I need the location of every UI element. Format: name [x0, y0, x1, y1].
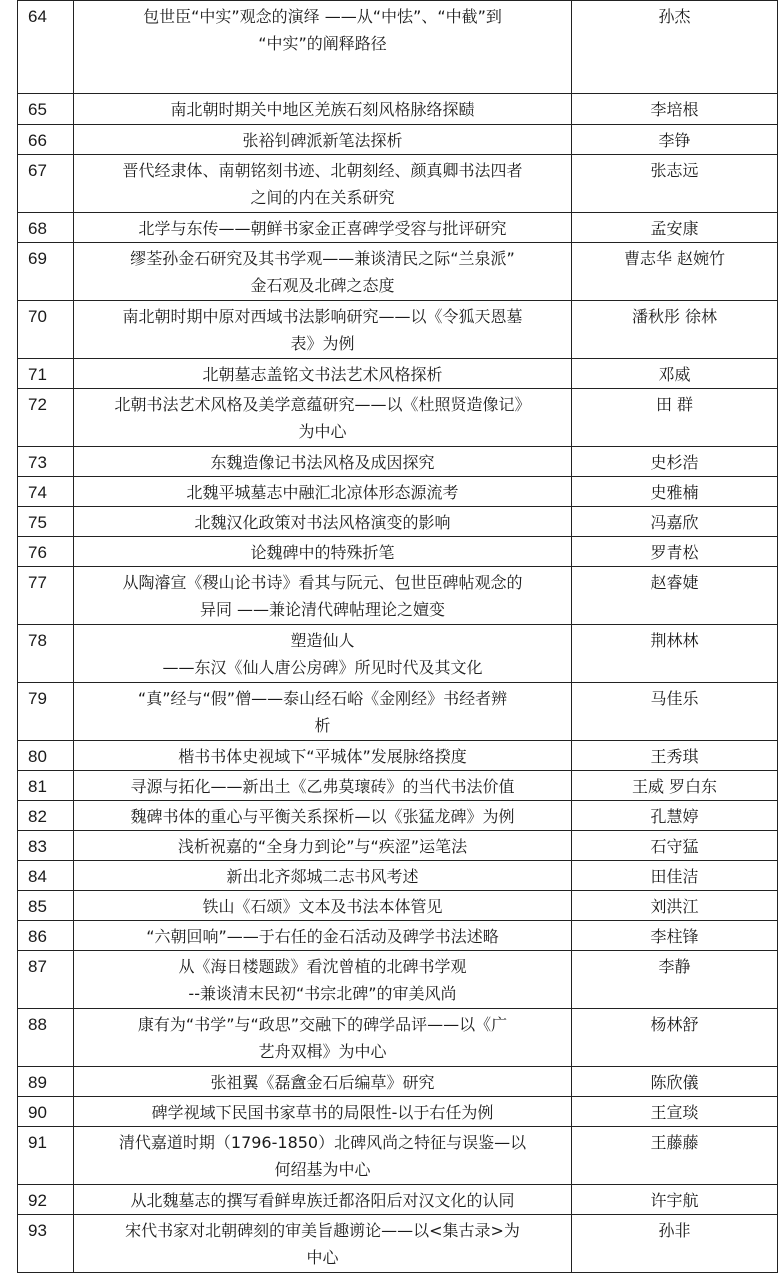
paper-title: 铁山《石颂》文本及书法本体管见 — [202, 897, 443, 916]
row-number: 74 — [18, 477, 74, 507]
row-number: 66 — [18, 125, 74, 155]
paper-title-cell — [74, 1, 572, 94]
author-name: 杨林舒 — [572, 1009, 778, 1067]
row-number: 77 — [18, 567, 74, 625]
row-number: 80 — [18, 741, 74, 771]
paper-title: 寻源与拓化——新出土《乙弗莫瓌砖》的当代书法价值 — [130, 777, 515, 796]
table-row — [18, 801, 778, 831]
paper-title: 包世臣“中实”观念的演绎 ——从“中怯”、“中截”到 “中实”的阐释路径 — [143, 7, 502, 53]
author-name: 潘秋彤 徐林 — [572, 301, 778, 359]
author-name: 石守猛 — [572, 831, 778, 861]
paper-title: 张祖翼《磊盦金石后编草》研究 — [210, 1073, 435, 1092]
paper-title: 从陶濬宣《稷山论书诗》看其与阮元、包世臣碑帖观念的 异同 ——兼论清代碑帖理论之嬗变 — [122, 573, 523, 619]
row-number: 81 — [18, 771, 74, 801]
paper-title: 北朝墓志盖铭文书法艺术风格探析 — [202, 365, 443, 384]
author-name: 赵睿婕 — [572, 567, 778, 625]
table-row — [18, 213, 778, 243]
table-row — [18, 125, 778, 155]
table-row — [18, 831, 778, 861]
paper-title-cell — [74, 771, 572, 801]
table-row — [18, 861, 778, 891]
author-name: 李铮 — [572, 125, 778, 155]
paper-title: 塑造仙人 ——东汉《仙人唐公房碑》所见时代及其文化 — [162, 631, 483, 677]
row-number: 78 — [18, 625, 74, 683]
paper-title-cell — [74, 683, 572, 741]
row-number: 79 — [18, 683, 74, 741]
row-number: 85 — [18, 891, 74, 921]
author-name: 孙杰 — [572, 1, 778, 94]
paper-title: 张裕钊碑派新笔法探析 — [242, 131, 403, 150]
paper-title-cell — [74, 213, 572, 243]
row-number: 84 — [18, 861, 74, 891]
row-number: 68 — [18, 213, 74, 243]
paper-title: “六朝回响”——于右任的金石活动及碑学书法述略 — [146, 927, 499, 946]
paper-list-page — [17, 0, 777, 1273]
row-number: 71 — [18, 359, 74, 389]
paper-title: 东魏造像记书法风格及成因探究 — [210, 453, 435, 472]
paper-title-cell — [74, 891, 572, 921]
author-name: 罗青松 — [572, 537, 778, 567]
paper-title: 北学与东传——朝鲜书家金正喜碑学受容与批评研究 — [138, 219, 507, 238]
row-number: 69 — [18, 243, 74, 301]
table-row — [18, 94, 778, 125]
paper-title: 碑学视域下民国书家草书的局限性-以于右任为例 — [151, 1103, 494, 1122]
paper-title-cell — [74, 921, 572, 951]
table-row — [18, 243, 778, 301]
table-row — [18, 567, 778, 625]
table-row — [18, 389, 778, 447]
paper-table-body — [18, 1, 778, 1273]
paper-title-cell — [74, 625, 572, 683]
row-number: 92 — [18, 1185, 74, 1215]
table-row — [18, 741, 778, 771]
row-number: 76 — [18, 537, 74, 567]
row-number: 91 — [18, 1127, 74, 1185]
table-row — [18, 1097, 778, 1127]
table-row — [18, 155, 778, 213]
paper-title: 清代嘉道时期（1796-1850）北碑风尚之特征与误鉴—以 何绍基为中心 — [118, 1133, 527, 1179]
author-name: 孔慧婷 — [572, 801, 778, 831]
author-name: 史雅楠 — [572, 477, 778, 507]
paper-title: 晋代经隶体、南朝铭刻书迹、北朝刻经、颜真卿书法四者 之间的内在关系研究 — [122, 161, 523, 207]
author-name: 邓威 — [572, 359, 778, 389]
author-name: 陈欣儀 — [572, 1067, 778, 1097]
author-name: 田 群 — [572, 389, 778, 447]
paper-title: 北魏汉化政策对书法风格演变的影响 — [194, 513, 451, 532]
paper-title-cell — [74, 507, 572, 537]
paper-title-cell — [74, 243, 572, 301]
paper-title: 南北朝时期中原对西域书法影响研究——以《令狐天恩墓 表》为例 — [122, 307, 523, 353]
paper-title-cell — [74, 389, 572, 447]
row-number: 89 — [18, 1067, 74, 1097]
table-row — [18, 507, 778, 537]
paper-title: 论魏碑中的特殊折笔 — [250, 543, 395, 562]
paper-title: 缪荃孙金石研究及其书学观——兼谈清民之际“兰泉派” 金石观及北碑之态度 — [130, 249, 515, 295]
table-row — [18, 1, 778, 94]
paper-title-cell — [74, 831, 572, 861]
paper-title: 从北魏墓志的撰写看鲜卑族迁都洛阳后对汉文化的认同 — [130, 1191, 515, 1210]
author-name: 王宣琰 — [572, 1097, 778, 1127]
table-row — [18, 447, 778, 477]
paper-title: 浅析祝嘉的“全身力到论”与“疾涩”运笔法 — [177, 837, 468, 856]
table-row — [18, 1127, 778, 1185]
row-number: 90 — [18, 1097, 74, 1127]
row-number: 83 — [18, 831, 74, 861]
author-name: 李静 — [572, 951, 778, 1009]
paper-title: 康有为“书学”与“政思”交融下的碑学品评——以《广 艺舟双楫》为中心 — [137, 1015, 508, 1061]
author-name: 田佳洁 — [572, 861, 778, 891]
paper-title-cell — [74, 1127, 572, 1185]
paper-title: “真”经与“假”僧——泰山经石峪《金刚经》书经者辨 析 — [137, 689, 508, 735]
row-number: 70 — [18, 301, 74, 359]
paper-title-cell — [74, 301, 572, 359]
paper-title-cell — [74, 741, 572, 771]
author-name: 荆林林 — [572, 625, 778, 683]
author-name: 史杉浩 — [572, 447, 778, 477]
paper-title-cell — [74, 1185, 572, 1215]
author-name: 孟安康 — [572, 213, 778, 243]
row-number: 75 — [18, 507, 74, 537]
table-row — [18, 891, 778, 921]
table-row — [18, 477, 778, 507]
paper-title-cell — [74, 94, 572, 125]
row-number: 93 — [18, 1215, 74, 1273]
row-number: 88 — [18, 1009, 74, 1067]
row-number: 65 — [18, 94, 74, 125]
author-name: 王藤藤 — [572, 1127, 778, 1185]
paper-table — [17, 0, 778, 1273]
paper-title-cell — [74, 537, 572, 567]
author-name: 王秀琪 — [572, 741, 778, 771]
paper-title-cell — [74, 567, 572, 625]
row-number: 72 — [18, 389, 74, 447]
table-row — [18, 1067, 778, 1097]
table-row — [18, 771, 778, 801]
paper-title-cell — [74, 1009, 572, 1067]
table-row — [18, 301, 778, 359]
paper-title-cell — [74, 155, 572, 213]
table-row — [18, 625, 778, 683]
author-name: 曹志华 赵婉竹 — [572, 243, 778, 301]
author-name: 刘洪江 — [572, 891, 778, 921]
author-name: 许宇航 — [572, 1185, 778, 1215]
table-row — [18, 683, 778, 741]
table-row — [18, 1215, 778, 1273]
paper-title: 楷书书体史视域下“平城体”发展脉络揆度 — [178, 747, 467, 766]
author-name: 李培根 — [572, 94, 778, 125]
row-number: 73 — [18, 447, 74, 477]
paper-title-cell — [74, 801, 572, 831]
paper-title-cell — [74, 1097, 572, 1127]
table-row — [18, 921, 778, 951]
paper-title: 宋代书家对北朝碑刻的审美旨趣谫论——以<集古录>为 中心 — [125, 1221, 520, 1267]
author-name: 冯嘉欣 — [572, 507, 778, 537]
row-number: 64 — [18, 1, 74, 94]
paper-title-cell — [74, 477, 572, 507]
author-name: 孙非 — [572, 1215, 778, 1273]
row-number: 86 — [18, 921, 74, 951]
paper-title-cell — [74, 447, 572, 477]
row-number: 87 — [18, 951, 74, 1009]
row-number: 82 — [18, 801, 74, 831]
paper-title-cell — [74, 359, 572, 389]
paper-title: 北魏平城墓志中融汇北凉体形态源流考 — [186, 483, 459, 502]
table-row — [18, 1009, 778, 1067]
author-name: 李柱锋 — [572, 921, 778, 951]
author-name: 王威 罗白东 — [572, 771, 778, 801]
author-name: 张志远 — [572, 155, 778, 213]
paper-title-cell — [74, 125, 572, 155]
paper-title: 魏碑书体的重心与平衡关系探析—以《张猛龙碑》为例 — [130, 807, 515, 826]
paper-title-cell — [74, 1067, 572, 1097]
author-name: 马佳乐 — [572, 683, 778, 741]
table-row — [18, 951, 778, 1009]
paper-title-cell — [74, 1215, 572, 1273]
paper-title: 南北朝时期关中地区羌族石刻风格脉络探赜 — [170, 100, 475, 119]
paper-title: 从《海日楼题跋》看沈曾植的北碑书学观 --兼谈清末民初“书宗北碑”的审美风尚 — [178, 957, 467, 1003]
table-row — [18, 359, 778, 389]
paper-title: 新出北齐郯城二志书风考述 — [226, 867, 419, 886]
paper-title-cell — [74, 861, 572, 891]
table-row — [18, 537, 778, 567]
paper-title-cell — [74, 951, 572, 1009]
table-row — [18, 1185, 778, 1215]
paper-title: 北朝书法艺术风格及美学意蕴研究——以《杜照贤造像记》 为中心 — [114, 395, 531, 441]
row-number: 67 — [18, 155, 74, 213]
